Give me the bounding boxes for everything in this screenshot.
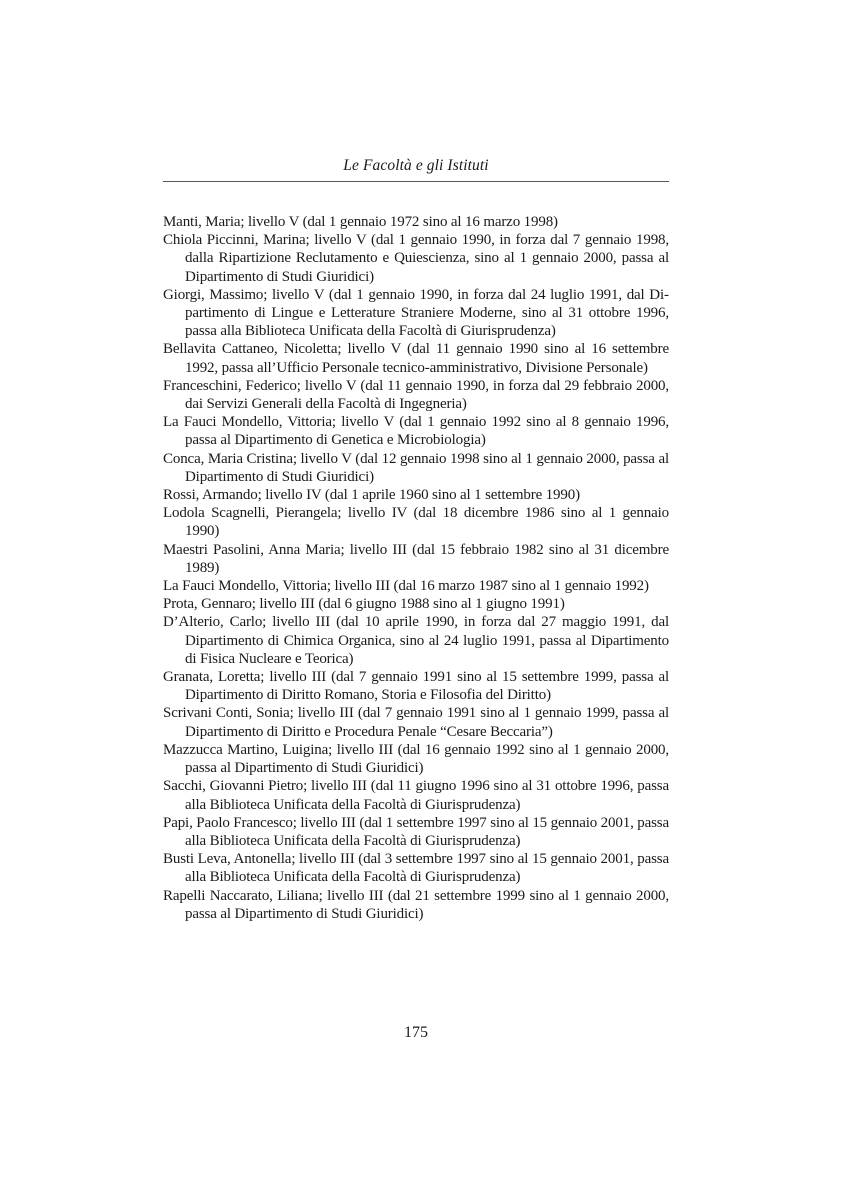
staff-entry: La Fauci Mondello, Vittoria; livello III (dal 16 marzo 1987 sino al 1 gennaio 1992) <box>163 578 649 595</box>
staff-entry: Granata, Loretta; livello III (dal 7 gennaio 1991 sino al 15 settembre 1999, passa al Dipartimento di Diritto Romano, Storia e Filosofia del Diritto) <box>163 669 669 704</box>
header-rule <box>163 181 669 182</box>
staff-entry: Franceschini, Federico; livello V (dal 11 gennaio 1990, in forza dal 29 febbraio 2000, dai Servizi Generali della Facoltà di Ingegneria) <box>163 377 669 413</box>
staff-entry: Papi, Paolo Francesco; livello III (dal 1 settembre 1997 sino al 15 gennaio 2001, passa alla Biblioteca Unificata della Facoltà di Giurisprudenza) <box>163 814 670 849</box>
staff-entry: Scrivani Conti, Sonia; livello III (dal 7 gennaio 1991 sino al 1 gennaio 1999, passa al Dipartimento di Diritto e Procedura Penale “Cesare Beccaria”) <box>163 705 669 740</box>
staff-entry: Bellavita Cattaneo, Nicoletta; livello V (dal 11 gennaio 1990 sino al 16 settembre 1992, passa all’Ufficio Personale tecnico-amministrativo, Divisione Personale) <box>163 341 669 376</box>
staff-entry: Busti Leva, Antonella; livello III (dal 3 settembre 1997 sino al 15 gennaio 2001, passa alla Biblioteca Unificata della Facoltà di Giurisprudenza) <box>163 851 669 886</box>
staff-entry: D’Alterio, Carlo; livello III (dal 10 aprile 1990, in forza dal 27 maggio 1991, dal Dipartimento di Chimica Organica, sino al 24 luglio 1991, passa al Dipartimento di Fisica Nucleare e Teorica) <box>163 614 669 667</box>
staff-entry: Prota, Gennaro; livello III (dal 6 giugno 1988 sino al 1 giugno 1991) <box>163 596 565 613</box>
staff-entry: Conca, Maria Cristina; livello V (dal 12 gennaio 1998 sino al 1 gennaio 2000, passa al Dipartimento di Studi Giuridici) <box>163 450 669 485</box>
staff-entry: Rapelli Naccarato, Liliana; livello III (dal 21 settembre 1999 sino al 1 gennaio 2000, passa al Dipartimento di Studi Giuridici) <box>163 887 669 922</box>
staff-entry: Mazzucca Martino, Luigina; livello III (dal 16 gennaio 1992 sino al 1 gennaio 2000, passa al Dipartimento di Studi Giuridici) <box>163 741 669 777</box>
page-number: 175 <box>404 1024 428 1041</box>
staff-entry: Giorgi, Massimo; livello V (dal 1 gennaio 1990, in forza dal 24 luglio 1991, dal Dipartimento di Lingue e Letterature Straniere Moderne, sino al 31 ottobre 1996, passa alla Biblioteca Unificata della Facoltà di Giurisprudenza) <box>163 286 669 340</box>
staff-entry: Sacchi, Giovanni Pietro; livello III (dal 11 giugno 1996 sino al 31 ottobre 1996, passa alla Biblioteca Unificata della Facoltà di Giurisprudenza) <box>163 778 669 813</box>
staff-entry: Manti, Maria; livello V (dal 1 gennaio 1972 sino al 16 marzo 1998) <box>163 214 558 230</box>
staff-entry: Lodola Scagnelli, Pierangela; livello IV (dal 18 dicembre 1986 sino al 1 gennaio 1990) <box>163 505 669 540</box>
staff-entry: Chiola Piccinni, Marina; livello V (dal 1 gennaio 1990, in forza dal 7 gennaio 1998, dalla Ripartizione Reclutamento e Quiescienza, sino al 1 gennaio 2000, passa al Dipartimento di Studi Giuridici) <box>163 232 669 285</box>
running-head: Le Facoltà e gli Istituti <box>343 157 489 174</box>
staff-entry-list <box>163 213 669 923</box>
staff-entry: Maestri Pasolini, Anna Maria; livello III (dal 15 febbraio 1982 sino al 31 dicembre 1989) <box>163 541 669 576</box>
staff-entry: La Fauci Mondello, Vittoria; livello V (dal 1 gennaio 1992 sino al 8 gennaio 1996, passa al Dipartimento di Genetica e Microbiologia) <box>163 414 669 449</box>
staff-entry: Rossi, Armando; livello IV (dal 1 aprile 1960 sino al 1 settembre 1990) <box>163 487 580 504</box>
